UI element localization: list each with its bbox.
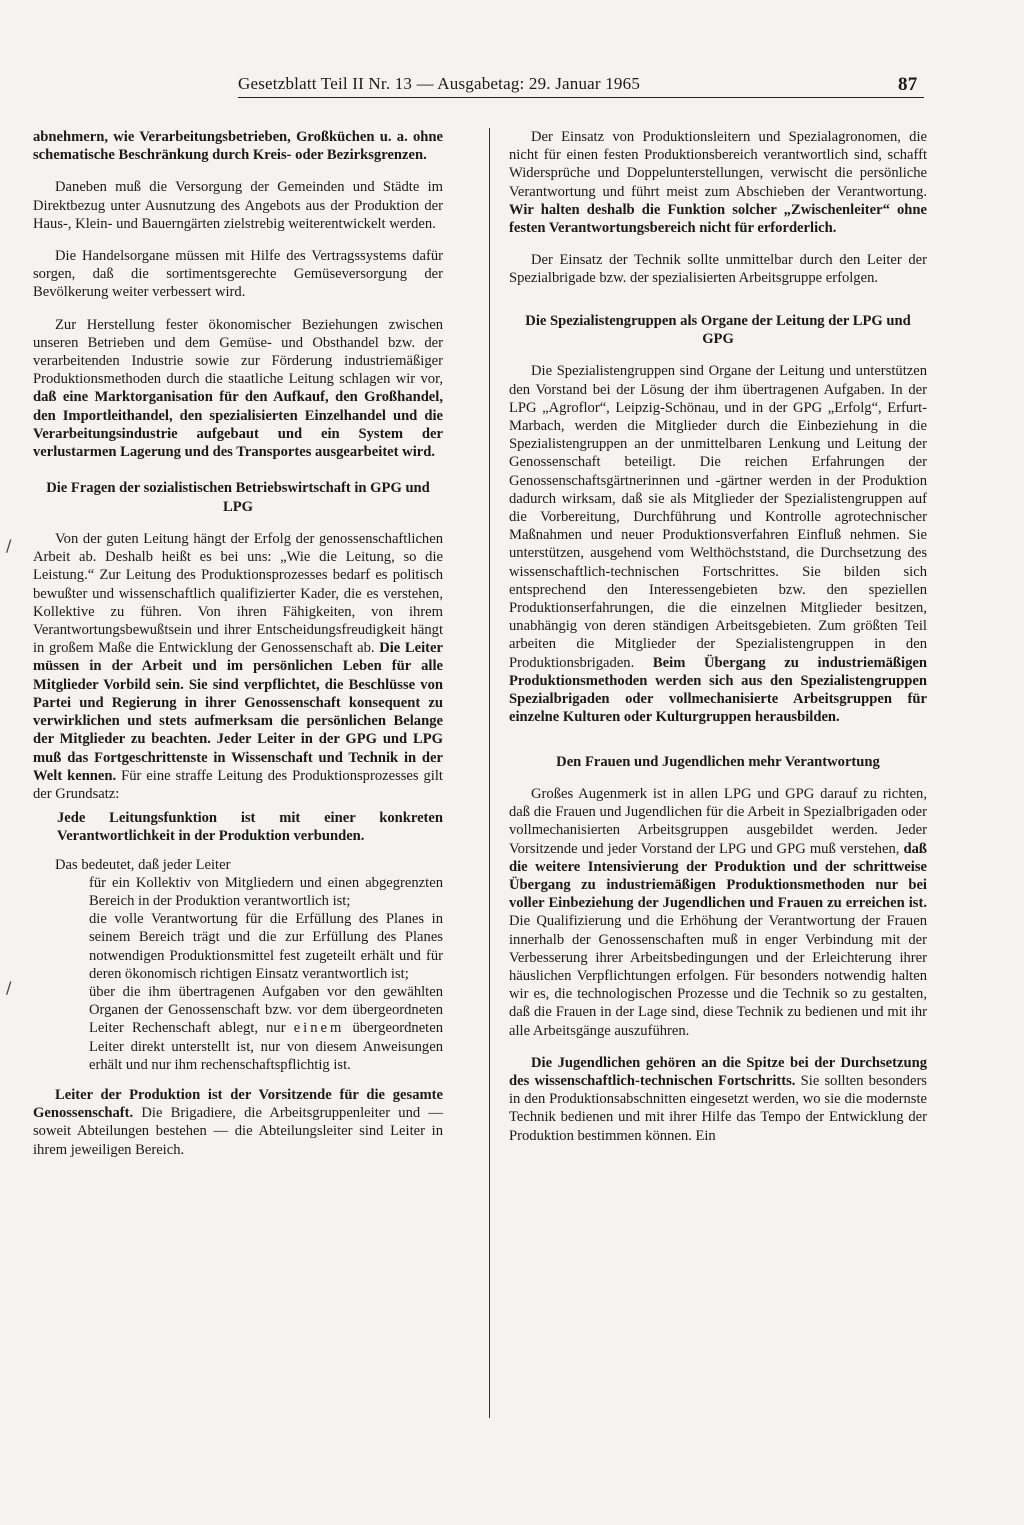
right-section-heading-2: Den Frauen und Jugendlichen mehr Verantwortung <box>556 753 880 770</box>
duty-item-3 <box>55 983 443 1074</box>
gazette-title: Gesetzblatt Teil II Nr. 13 — Ausgabetag: 29. Januar 1965 <box>238 74 641 93</box>
right-paragraph-5 <box>509 1054 927 1145</box>
principle-statement: Jede Leitungsfunktion ist mit einer konkreten Verantwortlichkeit in der Produktion verbunden. <box>57 810 443 845</box>
right-p5-bold: Die Jugendlichen gehören an die Spitze bei der Durchsetzung des wissenschaftlich-technischen Fortschritts. <box>509 1054 927 1089</box>
left-p4-bold: daß eine Marktorganisation für den Aufkauf, den Großhandel, den Importleithandel, den spezialisierten Einzelhandel und die Verarbeitungsindustrie aufgebaut und ein System der verlustarmen Lagerung und des Transportes ausgearbeitet wird. <box>33 389 443 461</box>
left-p5-bold: Die Leiter müssen in der Arbeit und im persönlichen Leben für alle Mitglieder Vorbild sein. Sie sind verpflichtet, die Beschlüsse von Partei und Regierung in ihrer Genossenschaft konsequent zu verwirklichen und stets aufmerksam die persönlichen Belange der Mitglieder zu beachten. Jeder Leiter in der GPG und LPG muß das Fortgeschrittenste in Wissenschaft und Technik in der Welt kennen. <box>33 640 443 784</box>
right-p1-normal: Der Einsatz von Produktionsleitern und Spezialagronomen, die nicht für einen festen Produktionsbereich verantwortlich sind, schafft Widersprüche und Doppelunterstellungen, verwischt die persönliche Verantwortung und führt meist zum Abschieben der Verantwortung. <box>509 129 927 200</box>
duty-item-2: die volle Verantwortung für die Erfüllung des Planes in seinem Bereich trägt und die zur Erfüllung des Planes notwendigen Produktionsmittel fest zugeteilt erhält und für deren ökonomisch richtigen Einsatz verantwortlich ist; <box>89 911 443 982</box>
right-p1-bold: Wir halten deshalb die Funktion solcher „Zwischenleiter“ ohne festen Verantwortungsbereich nicht für erforderlich. <box>509 201 927 237</box>
left-p4-normal: Zur Herstellung fester ökonomischer Beziehungen zwischen unseren Betrieben und dem Gemüse- und Obsthandel bzw. der verarbeitenden Industrie sowie zur Förderung industriemäßiger Produktionsmethoden durch die staatliche Leitung schlagen wir vor, <box>33 316 443 388</box>
left-p1-bold: abnehmern, wie Verarbeitungsbetrieben, Großküchen u. a. ohne schematische Beschränkung durch Kreis- oder Bezirksgrenzen. <box>33 129 443 164</box>
duty-item-3-spaced: einem <box>293 1020 345 1037</box>
right-column <box>509 128 927 1159</box>
duty-item-3-pre: über die ihm übertragenen Aufgaben vor den gewählten Organen der Genossenschaft bzw. vor dem übergeordneten Leiter Rechenschaft ablegt, nur <box>89 983 443 1037</box>
right-p3-bold: Beim Übergang zu industriemäßigen Produktionsmethoden werden sich aus den Spezialistengruppen Spezialbrigaden oder vollmechanisierte Arbeitsgruppen für einzelne Kulturen oder Kulturgruppen herausbilden. <box>509 654 927 726</box>
right-paragraph-3 <box>509 362 927 726</box>
header-rule <box>238 97 924 98</box>
duties-list <box>33 856 443 1074</box>
right-p4-tail: Die Qualifizierung und die Erhöhung der Verantwortung der Frauen innerhalb der Genossenschaften muß in enger Verbindung mit der Verbesserung ihrer Arbeitsbedingungen und der Erleichterung ihrer häuslichen Verpflichtungen erfolgen. Für besonders notwendig halten wir es, die technologischen Prozesse und die Technik so zu gestalten, daß die Frauen in der Lage sind, diese Technik zu bedienen und mit ihr alle Arbeitsgänge auszuführen. <box>509 913 927 1039</box>
left-p5-normal: Von der guten Leitung hängt der Erfolg der genossenschaftlichen Arbeit ab. Deshalb heißt es bei uns: „Wie die Leitung, so die Leistung.“ Zur Leitung des Produktionsprozesses bedarf es politisch bewußter und wissenschaftlich qualifizierter Kader, die es verstehen, Kollektive zu führen. Von ihren Fähigkeiten, von ihrem Verantwortungsbewußtsein und ihrer Entscheidungsfreudigkeit hängt in großem Maße die Entwicklung der Genossenschaft ab. <box>33 531 443 657</box>
left-paragraph-2: Daneben muß die Versorgung der Gemeinden und Städte im Direktbezug unter Ausnutzung des Angebots aus der Produktion der Haus-, Klein- und Bauerngärten zielstrebig weiterentwickelt werden. <box>33 179 443 232</box>
left-paragraph-1 <box>33 128 443 164</box>
duty-item-3-post: übergeordneten Leiter direkt unterstellt ist, nur von diesem Anweisungen erhält und nur ihm rechenschaftspflichtig ist. <box>89 1020 443 1073</box>
right-p5-normal: Sie sollten besonders in den Produktionsabschnitten eingesetzt werden, wo sie die modernste Technik bedienen und mit ihrer Hilfe das Tempo der Entwicklung der Produktion bestimmen können. Ein <box>509 1072 927 1144</box>
duty-item-1: für ein Kollektiv von Mitgliedern und einen abgegrenzten Bereich in der Produktion verantwortlich ist; <box>89 874 443 909</box>
left-p6-bold: Leiter der Produktion ist der Vorsitzende für die gesamte Genossenschaft. <box>33 1086 443 1122</box>
column-divider <box>489 128 490 1418</box>
left-p6-normal: Die Brigadiere, die Arbeitsgruppenleiter und — soweit Abteilungen bestehen — die Abteilungsleiter sind Leiter in ihrem jeweiligen Bereich. <box>33 1105 443 1158</box>
left-p5-tail: Für eine straffe Leitung des Produktionsprozesses gilt der Grundsatz: <box>33 767 443 802</box>
left-paragraph-4 <box>33 316 443 462</box>
margin-mark-2: / <box>6 978 12 997</box>
right-p4-bold: daß die weitere Intensivierung der Produktion und der schrittweise Übergang zu industriemäßigen Produktionsmethoden nur bei voller Einbeziehung der Jugendlichen und Frauen zu erreichen ist. <box>509 840 927 912</box>
left-section-heading: Die Fragen der sozialistischen Betriebswirtschaft in GPG und LPG <box>46 480 430 515</box>
page-number: 87 <box>898 74 918 95</box>
right-p3-normal: Die Spezialistengruppen sind Organe der Leitung und unterstützen den Vorstand bei der Lösung der ihm übertragenen Aufgaben. In der LPG „Agroflor“, Leipzig-Schönau, und in der GPG „Erfolg“, Erfurt-Marbach, werden die Mitglieder durch die Einbeziehung in die Spezialistengruppen an der unmittelbaren Lenkung und Leitung der Genossenschaft beteiligt. Die reichen Erfahrungen der Genossenschaftsgärtnerinnen und -gärtner werden in der Produktion dadurch wirksam, daß sie als Mitglieder der Spezialistengruppen auf die Vorbereitung, Durchführung und Kontrolle agrotechnischer Maßnahmen und neuer Produktionsverfahren Einfluß nehmen. Sie unterstützen, ausgehend vom Welthöchststand, die Durchsetzung des wissenschaftlich-technischen Fortschrittes. Sie bilden sich entsprechend den Interessengebieten bzw. den speziellen Produktionserfahrungen, die die einzelnen Mitglieder besitzen, unabhängig von deren ständigen Arbeitsgebieten. Zum größten Teil arbeiten die Mitglieder der Spezialistengruppen in den Produktionsbrigaden. <box>509 363 927 671</box>
right-paragraph-4 <box>509 785 927 1040</box>
right-paragraph-1 <box>509 128 927 237</box>
left-paragraph-5 <box>33 530 443 803</box>
right-p4-normal: Großes Augenmerk ist in allen LPG und GPG darauf zu richten, daß die Frauen und Jugendlichen für die Arbeit in Spezialbrigaden oder vollmechanisierten Arbeitsgruppen ausgebildet werden. Jeder Vorsitzende und jeder Vorstand der LPG und GPG muß verstehen, <box>509 785 927 857</box>
left-paragraph-6 <box>33 1086 443 1159</box>
duties-lead: Das bedeutet, daß jeder Leiter <box>55 856 231 873</box>
left-paragraph-3: Die Handelsorgane müssen mit Hilfe des Vertragssystems dafür sorgen, daß die sortimentsgerechte Gemüseversorgung der Bevölkerung weiter verbessert wird. <box>33 248 443 301</box>
left-column <box>33 128 443 1173</box>
margin-mark-1: / <box>6 536 12 555</box>
right-section-heading-1: Die Spezialistengruppen als Organe der Leitung der LPG und GPG <box>525 312 911 348</box>
right-paragraph-2: Der Einsatz der Technik sollte unmittelbar durch den Leiter der Spezialbrigade bzw. der spezialisierten Arbeitsgruppe erfolgen. <box>509 252 927 287</box>
